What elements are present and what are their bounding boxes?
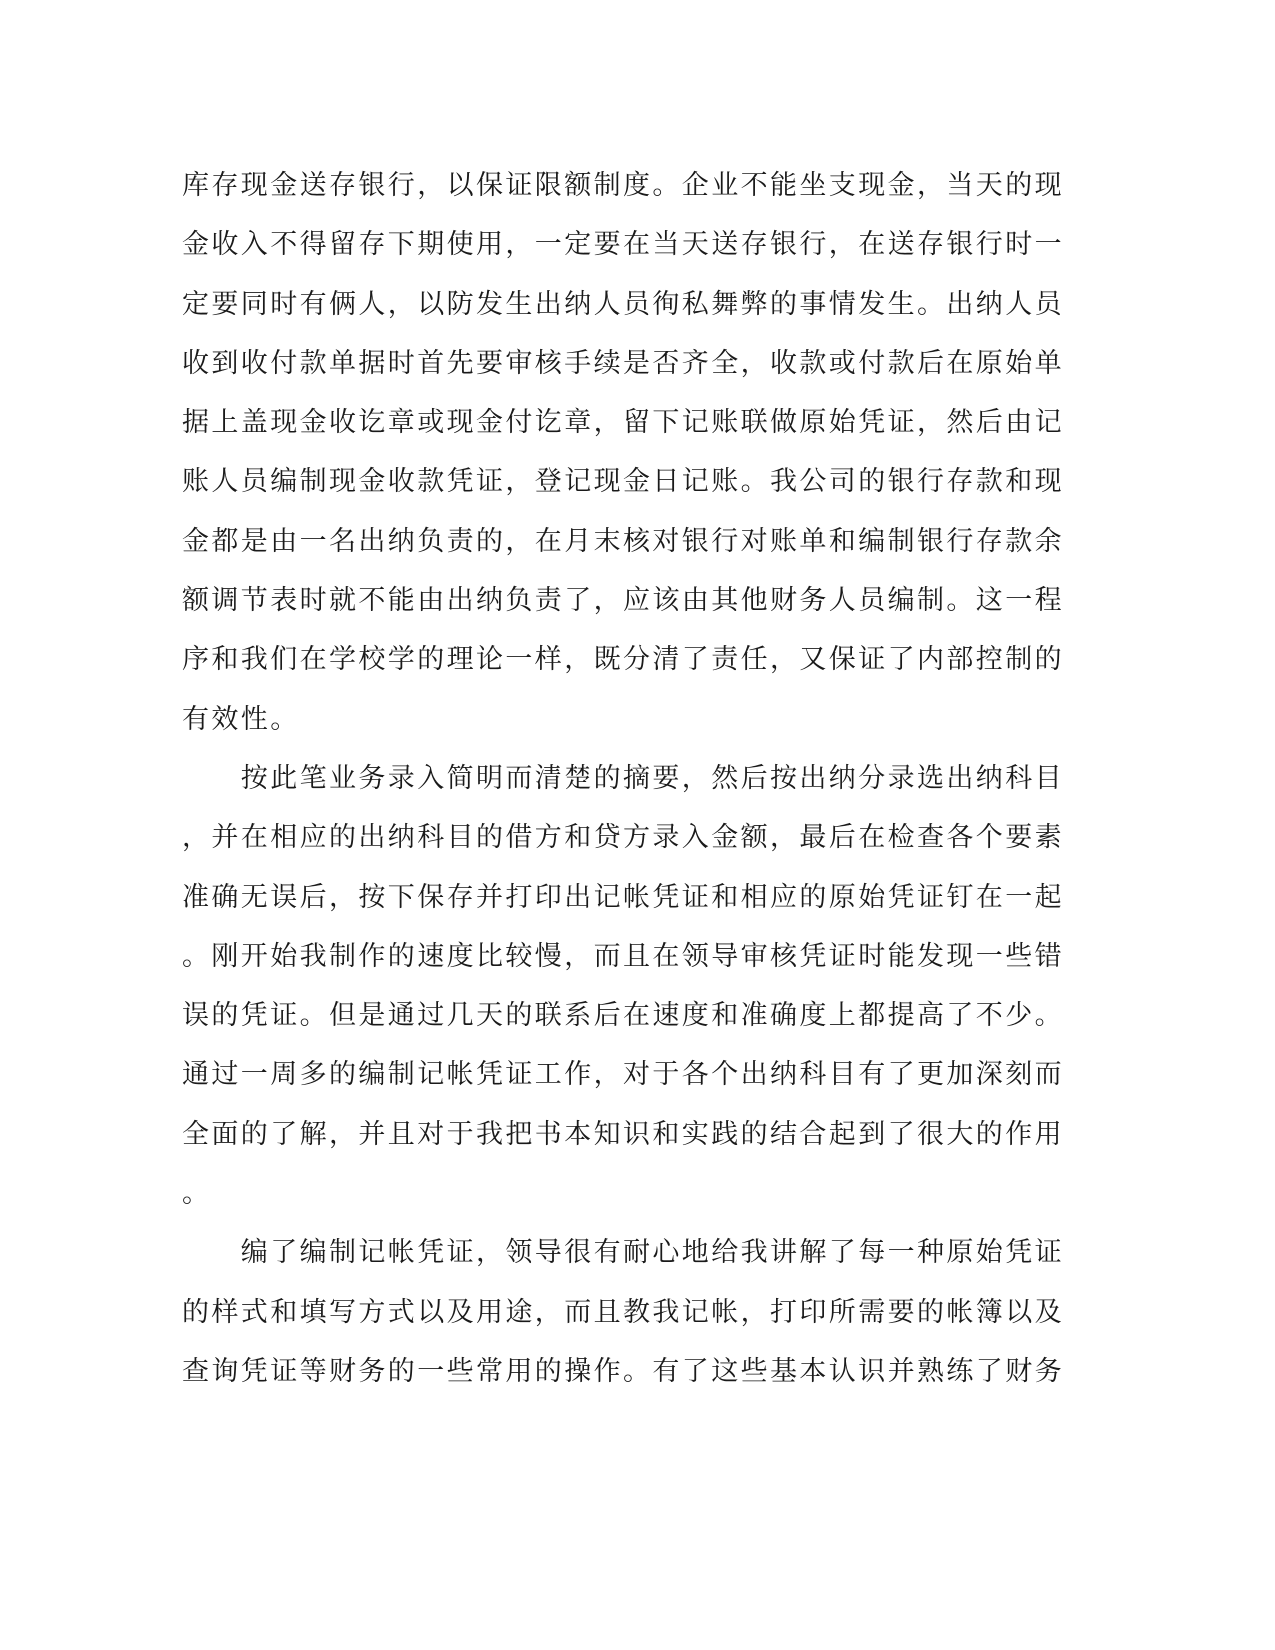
text-line: 查询凭证等财务的一些常用的操作。有了这些基本认识并熟练了财务 [182,1355,1064,1387]
paragraph-3 [182,1223,1064,1401]
text-line: 准确无误后，按下保存并打印出记帐凭证和相应的原始凭证钉在一起 [182,881,1064,913]
text-line: 。刚开始我制作的速度比较慢，而且在领导审核凭证时能发现一些错 [182,940,1064,972]
text-line: 收到收付款单据时首先要审核手续是否齐全，收款或付款后在原始单 [182,347,1064,379]
paragraph-2 [182,749,1064,1223]
text-line: 序和我们在学校学的理论一样，既分清了责任，又保证了内部控制的 [182,644,1064,676]
text-line: 金都是由一名出纳负责的，在月末核对银行对账单和编制银行存款余 [182,525,1064,557]
text-line: 定要同时有俩人，以防发生出纳人员徇私舞弊的事情发生。出纳人员 [182,288,1064,320]
text-line: 库存现金送存银行，以保证限额制度。企业不能坐支现金，当天的现 [182,170,1064,201]
paragraph-1 [182,156,1064,749]
text-line: 通过一周多的编制记帐凭证工作，对于各个出纳科目有了更加深刻而 [182,1059,1064,1091]
text-line: 编了编制记帐凭证，领导很有耐心地给我讲解了每一种原始凭证 [182,1237,1064,1269]
document-body [182,156,1064,1401]
text-line: 账人员编制现金收款凭证，登记现金日记账。我公司的银行存款和现 [182,466,1064,498]
text-line: 。 [182,1178,212,1210]
text-line: 按此笔业务录入简明而清楚的摘要，然后按出纳分录选出纳科目 [182,762,1064,794]
text-line: 额调节表时就不能由出纳负责了，应该由其他财务人员编制。这一程 [182,585,1064,617]
text-line: 全面的了解，并且对于我把书本知识和实践的结合起到了很大的作用 [182,1118,1064,1150]
text-line: 有效性。 [182,703,300,735]
text-line: 的样式和填写方式以及用途，而且教我记帐，打印所需要的帐簿以及 [182,1296,1064,1328]
text-line: ，并在相应的出纳科目的借方和贷方录入金额，最后在检查各个要素 [182,822,1064,854]
text-line: 据上盖现金收讫章或现金付讫章，留下记账联做原始凭证，然后由记 [182,407,1064,439]
text-line: 误的凭证。但是通过几天的联系后在速度和准确度上都提高了不少。 [182,1000,1064,1032]
text-line: 金收入不得留存下期使用，一定要在当天送存银行，在送存银行时一 [182,229,1064,261]
